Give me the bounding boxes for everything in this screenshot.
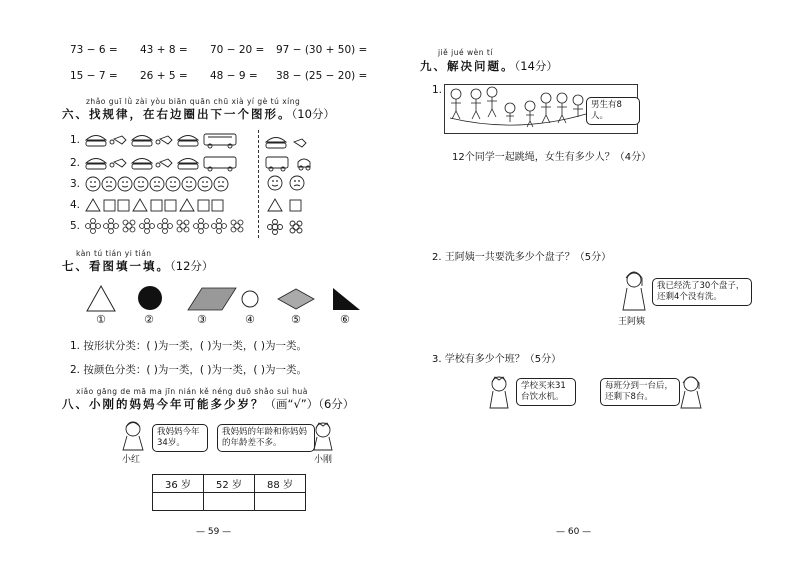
girl-illustration <box>676 374 706 410</box>
page-number: — 60 — <box>556 527 592 537</box>
shape-label: ④ <box>245 313 255 326</box>
row-number: 2. <box>70 157 81 169</box>
row-number: 1. <box>70 134 81 146</box>
section7-points: （12分） <box>170 259 214 273</box>
problem2-question: 2. 王阿姨一共要洗多少个盘子？（5分） <box>432 252 612 263</box>
calc-item: 70 − 20 = <box>210 44 265 56</box>
girl-xiaohong-illustration <box>118 420 148 452</box>
section6-points: （10分） <box>291 107 335 121</box>
calc-item: 38 − (25 − 20) = <box>276 70 368 82</box>
black-circle-shape <box>138 286 162 310</box>
problem3-left-speech-text: 学校买来31台饮水机。 <box>521 381 566 402</box>
xiaohong-speech-bubble <box>152 424 208 452</box>
calc-item: 26 + 5 = <box>140 70 188 82</box>
boy-xiaogang-illustration <box>308 420 338 452</box>
color-classify-question[interactable]: 2. 按颜色分类：( )为一类，( )为一类，( )为一类。 <box>70 364 307 376</box>
check-cell[interactable] <box>255 493 306 511</box>
triangle-square-icons <box>84 196 254 214</box>
calc-item: 97 − (30 + 50) = <box>276 44 368 56</box>
section6-pinyin: zhǎo guī lǜ zài yòu biān quān chū xià yí gè tú xíng <box>86 97 301 106</box>
burger-drumstick-bus-icons <box>84 131 244 149</box>
white-triangle-shape <box>87 286 115 311</box>
row-number: 4. <box>70 199 81 211</box>
age-option: 88 岁 <box>255 475 306 493</box>
problem1-speech-bubble <box>586 97 640 125</box>
section8-pinyin: xiǎo gāng de mā ma jīn nián kě néng duō shǎo suì huà <box>76 387 308 396</box>
name-xiaogang: 小刚 <box>314 455 333 465</box>
black-triangle-shape <box>333 288 360 310</box>
section8-title-text: 八、小刚的妈妈今年可能多少岁？ <box>62 397 265 411</box>
pattern-row-4 <box>70 195 254 215</box>
pattern-row-5 <box>70 216 254 236</box>
problem3-left-speech-bubble <box>516 378 576 406</box>
problem3-question: 3. 学校有多少个班？（5分） <box>432 354 562 365</box>
problem2-speech-bubble <box>652 278 752 306</box>
white-circle-shape <box>242 291 258 307</box>
pattern-row-2 <box>70 153 244 173</box>
grey-parallelogram-shape <box>188 288 236 310</box>
shape-label: ⑥ <box>340 313 350 326</box>
burger-drumstick-bus-icons <box>84 154 244 172</box>
flower-icons <box>84 217 254 235</box>
aunt-wang-illustration <box>618 270 650 312</box>
problem1-speech-text: 男生有8人。 <box>591 100 622 121</box>
name-aunt-wang: 王阿姨 <box>618 317 646 327</box>
problem3-right-speech-text: 每班分到一台后，还剩下8台。 <box>605 381 674 402</box>
section7-title-text: 七、看图填一填。 <box>62 259 170 273</box>
answer-divider <box>258 130 259 238</box>
page-number: — 59 — <box>196 527 232 537</box>
section9-pinyin: jiě jué wèn tí <box>438 48 493 57</box>
section6-title <box>62 106 335 122</box>
shape-label: ② <box>144 313 154 326</box>
section7-pinyin: kàn tú tián yi tián <box>76 249 152 258</box>
section7-title <box>62 258 213 274</box>
row-number: 3. <box>70 178 81 190</box>
section6-title-text: 六、找规律，在右边圈出下一个图形。 <box>62 107 292 121</box>
section8-points: （画“√”）（6分） <box>264 397 355 411</box>
calc-item: 15 − 7 = <box>70 70 118 82</box>
smiley-face-icons <box>84 175 244 193</box>
calc-item: 73 − 6 = <box>70 44 118 56</box>
pattern-row-3 <box>70 174 244 194</box>
problem3-right-speech-bubble <box>600 378 680 406</box>
xiaogang-speech-bubble <box>217 424 315 452</box>
shape-label: ① <box>96 313 106 326</box>
section9-points: （14分） <box>514 59 558 73</box>
check-cell[interactable] <box>153 493 204 511</box>
problem1-question: 12个同学一起跳绳，女生有多少人？（4分） <box>452 152 652 163</box>
shape-label: ③ <box>197 313 207 326</box>
shape-classify-question[interactable]: 1. 按形状分类：( )为一类，( )为一类，( )为一类。 <box>70 340 307 352</box>
grey-rhombus-shape <box>278 289 314 309</box>
age-option: 52 岁 <box>204 475 255 493</box>
age-choice-table <box>152 474 306 511</box>
problem1-number: 1. <box>432 84 443 96</box>
shape-label: ⑤ <box>291 313 301 326</box>
age-option: 36 岁 <box>153 475 204 493</box>
shapes-figure <box>80 283 365 313</box>
section8-title <box>62 396 354 412</box>
calc-item: 43 + 8 = <box>140 44 188 56</box>
xiaogang-speech-text: 我妈妈的年龄和你妈妈的年龄差不多。 <box>222 427 308 448</box>
section9-title-text: 九、解决问题。 <box>420 59 515 73</box>
section9-title <box>420 58 558 74</box>
right-page <box>400 0 800 566</box>
answer-options[interactable] <box>264 130 324 238</box>
problem2-speech-text: 我已经洗了30个盘子，还剩4个没有洗。 <box>657 281 745 302</box>
pattern-row-1 <box>70 130 244 150</box>
check-cell[interactable] <box>204 493 255 511</box>
boy-illustration <box>484 374 514 410</box>
xiaohong-speech-text: 我妈妈今年34岁。 <box>157 427 200 448</box>
row-number: 5. <box>70 220 81 232</box>
children-jumping-rope-illustration <box>448 86 588 130</box>
name-xiaohong: 小红 <box>122 455 141 465</box>
calc-item: 48 − 9 = <box>210 70 258 82</box>
